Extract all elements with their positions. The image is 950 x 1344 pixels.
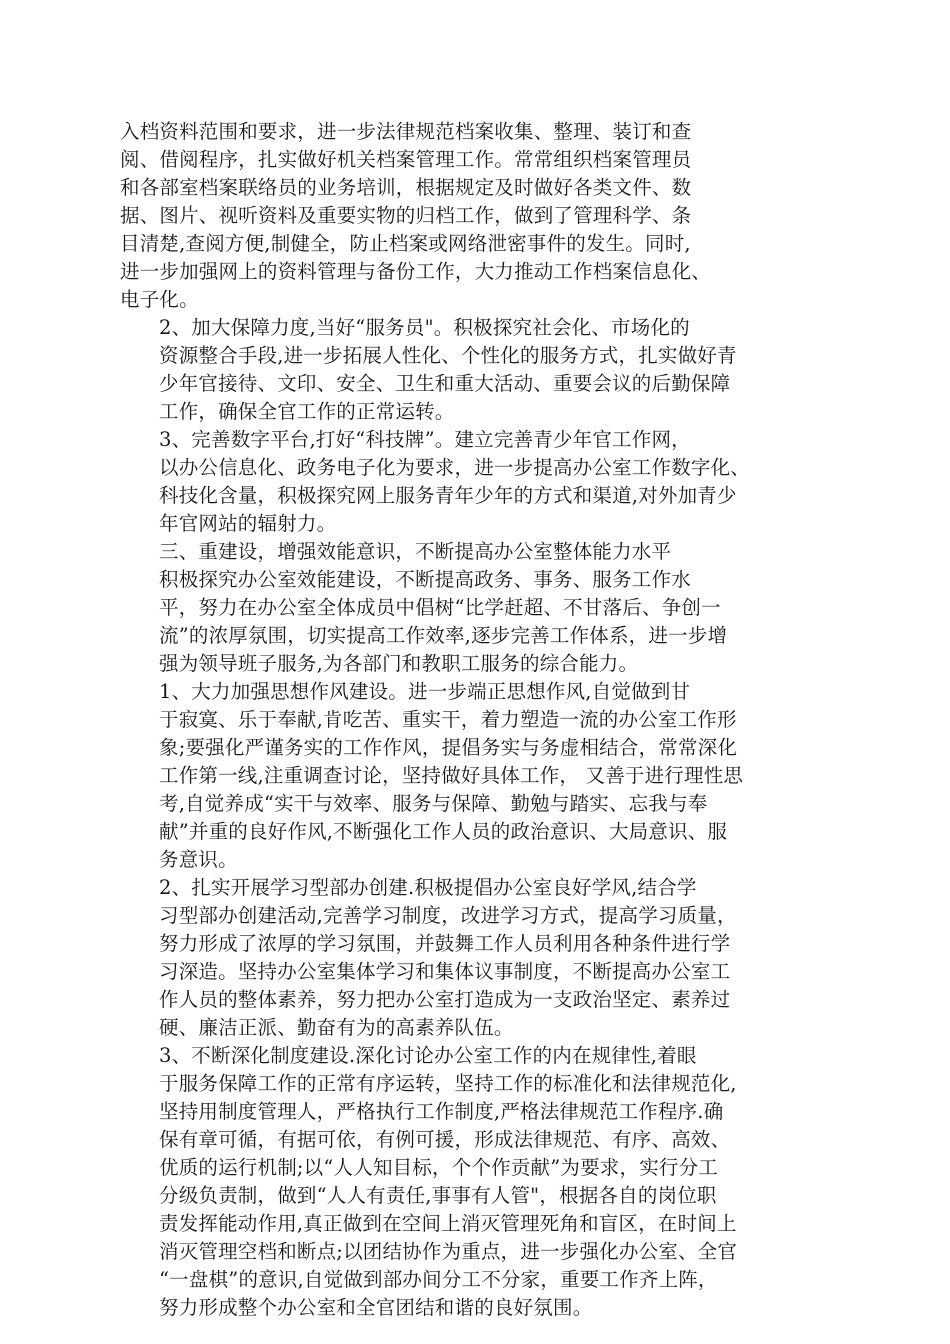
text-line: 进一步加强网上的资料管理与备份工作，大力推动工作档案信息化、 (120, 260, 712, 283)
text-line: 坚持用制度管理人，严格执行工作制度,严格法律规范工作程序.确 (159, 1100, 724, 1123)
text-line: 优质的运行机制;以“人人知目标，个个作贡献”为要求，实行分工 (159, 1156, 719, 1179)
text-line: 1、大力加强思想作风建设。进一步端正思想作风,自觉做到甘 (159, 680, 691, 703)
paragraph (120, 118, 828, 314)
text-line: 阅、借阅程序，扎实做好机关档案管理工作。常常组织档案管理员 (120, 148, 692, 171)
text-line: 积极探究办公室效能建设，不断提高政务、事务、服务工作水 (159, 568, 691, 591)
text-line: 考,自觉养成“实干与效率、服务与保障、勤勉与踏实、忘我与奉 (159, 792, 708, 815)
text-line: 电子化。 (120, 288, 199, 311)
text-line: 努力形成整个办公室和全官团结和谐的良好氛围。 (159, 1296, 593, 1319)
text-line: 3、不断深化制度建设.深化讨论办公室工作的内在规律性,着眼 (159, 1044, 697, 1067)
text-line: 于服务保障工作的正常有序运转，坚持工作的标准化和法律规范化, (159, 1072, 737, 1095)
text-line: 努力形成了浓厚的学习氛围，并鼓舞工作人员利用各种条件进行学 (159, 932, 731, 955)
text-line: 入档资料范围和要求，进一步法律规范档案收集、整理、装订和查 (120, 120, 692, 143)
text-line: 强为领导班子服务,为各部门和教职工服务的综合能力。 (159, 652, 639, 675)
text-line: 科技化含量，积极探究网上服务青年少年的方式和渠道,对外加青少 (159, 484, 737, 507)
text-line: 流”的浓厚氛围，切实提高工作效率,逐步完善工作体系，进一步增 (159, 624, 728, 647)
paragraph (120, 1042, 828, 1322)
text-line: 资源整合手段,进一步拓展人性化、个性化的服务方式，扎实做好青 (159, 344, 737, 367)
text-line: 据、图片、视听资料及重要实物的归档工作，做到了管理科学、条 (120, 204, 692, 227)
text-line: 硬、廉洁正派、勤奋有为的高素养队伍。 (159, 1016, 514, 1039)
paragraph (120, 314, 828, 426)
text-line: 三、重建设，增强效能意识，不断提高办公室整体能力水平 (159, 540, 672, 563)
text-line: 习深造。坚持办公室集体学习和集体议事制度，不断提高办公室工 (159, 960, 731, 983)
paragraph (120, 426, 828, 538)
text-line: 工作，确保全官工作的正常运转。 (159, 400, 455, 423)
paragraph (120, 538, 828, 566)
text-line: 习型部办创建活动,完善学习制度，改进学习方式，提高学习质量， (159, 904, 737, 927)
text-line: 以办公信息化、政务电子化为要求，进一步提高办公室工作数字化、 (159, 456, 751, 479)
text-line: 2、加大保障力度,当好“服务员"。积极探究社会化、市场化的 (159, 316, 690, 339)
text-line: 少年官接待、文印、安全、卫生和重大活动、重要会议的后勤保障 (159, 372, 731, 395)
text-line: 消灭管理空档和断点;以团结协作为重点，进一步强化办公室、全官 (159, 1240, 738, 1263)
text-line: 3、完善数字平台,打好“科技牌”。建立完善青少年官工作网， (159, 428, 691, 451)
document-body (120, 118, 828, 1322)
text-line: 象;要强化严谨务实的工作作风，提倡务实与务虚相结合，常常深化 (159, 736, 738, 759)
text-line: 年官网站的辐射力。 (159, 512, 337, 535)
text-line: 于寂寞、乐于奉献,肯吃苦、重实干，着力塑造一流的办公室工作形 (159, 708, 737, 731)
text-line: 献”并重的良好作风,不断强化工作人员的政治意识、大局意识、服 (159, 820, 728, 843)
text-line: 和各部室档案联络员的业务培训，根据规定及时做好各类文件、数 (120, 176, 692, 199)
text-line: 分级负责制，做到“人人有责任,事事有人管"，根据各自的岗位职 (159, 1184, 717, 1207)
paragraph (120, 678, 828, 874)
text-line: 平，努力在办公室全体成员中倡树“比学赶超、不甘落后、争创一 (159, 596, 721, 619)
text-line: 作人员的整体素养，努力把办公室打造成为一支政治坚定、素养过 (159, 988, 731, 1011)
paragraph (120, 566, 828, 678)
text-line: 务意识。 (159, 848, 238, 871)
text-line: 工作第一线,注重调查讨论，坚持做好具体工作， 又善于进行理性思 (159, 764, 744, 787)
text-line: 2、扎实开展学习型部办创建.积极提倡办公室良好学风,结合学 (159, 876, 697, 899)
text-line: “一盘棋”的意识,自觉做到部办间分工不分家，重要工作齐上阵， (159, 1268, 718, 1291)
text-line: 责发挥能动作用,真正做到在空间上消灭管理死角和盲区，在时间上 (159, 1212, 737, 1235)
text-line: 目清楚,查阅方便,制健全，防止档案或网络泄密事件的发生。同时, (120, 232, 691, 255)
paragraph (120, 874, 828, 1042)
text-line: 保有章可循，有据可依，有例可援，形成法律规范、有序、高效、 (159, 1128, 731, 1151)
